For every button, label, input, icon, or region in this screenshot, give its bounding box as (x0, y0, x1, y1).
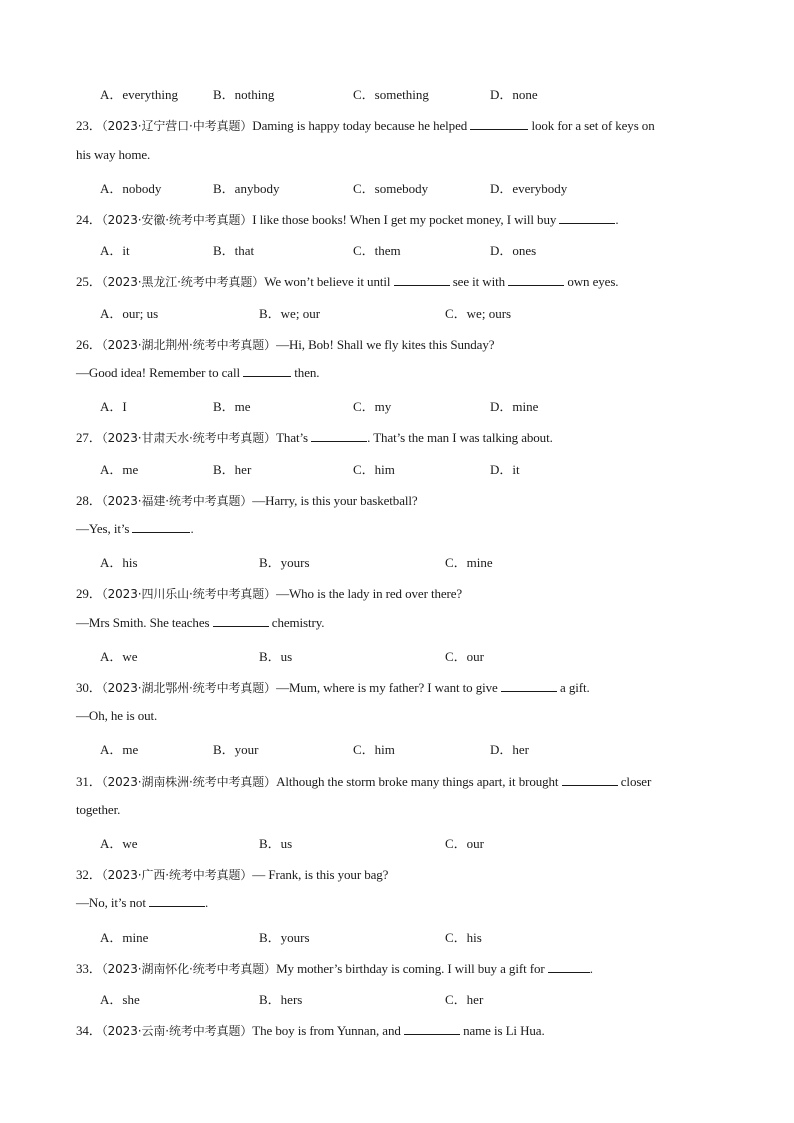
q24-text2: . (615, 212, 619, 227)
q27-stem (76, 427, 553, 446)
q27-option-b[interactable]: B．her (213, 462, 252, 477)
q29-option-c[interactable]: C．our (445, 649, 485, 664)
q22-option-b[interactable]: B．nothing (213, 87, 275, 102)
q29-number: 29． (76, 586, 102, 601)
q28-option-b[interactable]: B．yours (259, 555, 310, 570)
q34-text1: The boy is from Yunnan, and (252, 1023, 401, 1038)
q30-option-d[interactable]: D．her (490, 742, 529, 757)
q30-stem (76, 677, 590, 696)
q31-text2: closer (620, 774, 652, 789)
q26-text1: —Hi, Bob! Shall we fly kites this Sunday? (276, 337, 495, 352)
q34-stem (76, 1020, 545, 1039)
q27-number: 27． (76, 430, 102, 445)
q33-source: （2023·湖南怀化·统考中考真题） (101, 962, 277, 976)
q30-option-a[interactable]: A．me (100, 742, 139, 757)
q32-blank[interactable] (149, 895, 205, 907)
q26-stem (76, 334, 494, 353)
q25-option-b[interactable]: B．we; our (259, 306, 321, 321)
q34-source: （2023·云南·统考中考真题） (101, 1024, 253, 1038)
q30-source: （2023·湖北鄂州·统考中考真题） (101, 681, 277, 695)
q27-option-c[interactable]: C．him (353, 462, 395, 477)
q33-number: 33． (76, 961, 102, 976)
q25-option-a[interactable]: A．our; us (100, 306, 159, 321)
q30-number: 30． (76, 680, 102, 695)
q27-source: （2023·甘肃天水·统考中考真题） (101, 431, 277, 445)
q32-text2: —No, it’s not (76, 895, 146, 910)
q27-text1: That’s (276, 430, 308, 445)
q28-text1: —Harry, is this your basketball? (252, 493, 418, 508)
q30-stem-cont: —Oh, he is out. (76, 708, 158, 723)
q29-option-b[interactable]: B．us (259, 649, 293, 664)
q26-option-c[interactable]: C．my (353, 399, 392, 414)
q24-option-b[interactable]: B．that (213, 243, 255, 258)
q23-option-b[interactable]: B．anybody (213, 181, 280, 196)
q24-text1: I like those books! When I get my pocket money, I will buy (252, 212, 557, 227)
q26-option-a[interactable]: A．I (100, 399, 127, 414)
q22-option-c[interactable]: C．something (353, 87, 429, 102)
q30-option-b[interactable]: B．your (213, 742, 259, 757)
q23-number: 23． (76, 118, 102, 133)
q29-source: （2023·四川乐山·统考中考真题） (101, 587, 277, 601)
q26-text3: then. (294, 365, 320, 380)
q31-text1: Although the storm broke many things apart, it brought (276, 774, 559, 789)
q22-option-d[interactable]: D．none (490, 87, 538, 102)
q32-option-b[interactable]: B．yours (259, 930, 310, 945)
q26-option-d[interactable]: D．mine (490, 399, 539, 414)
q29-text3: chemistry. (271, 615, 325, 630)
q23-stem (76, 115, 655, 134)
q33-option-b[interactable]: B．hers (259, 992, 303, 1007)
q32-text3: . (205, 895, 209, 910)
q24-blank[interactable] (559, 212, 615, 224)
q32-source: （2023·广西·统考中考真题） (101, 868, 253, 882)
q24-stem (76, 209, 619, 228)
q30-blank[interactable] (501, 680, 557, 692)
q27-option-d[interactable]: D．it (490, 462, 520, 477)
q32-stem-cont (76, 895, 208, 911)
q28-number: 28． (76, 493, 102, 508)
q24-option-d[interactable]: D．ones (490, 243, 537, 258)
q28-stem (76, 490, 418, 509)
q25-blank-1[interactable] (394, 274, 450, 286)
q33-option-c[interactable]: C．her (445, 992, 484, 1007)
q23-text1: Daming is happy today because he helped (252, 118, 468, 133)
q24-number: 24． (76, 212, 102, 227)
q29-stem-cont (76, 615, 324, 631)
q24-option-a[interactable]: A．it (100, 243, 130, 258)
q32-option-a[interactable]: A．mine (100, 930, 149, 945)
q28-source: （2023·福建·统考中考真题） (101, 494, 253, 508)
q25-text3: own eyes. (567, 274, 619, 289)
q31-blank[interactable] (562, 774, 618, 786)
q33-option-a[interactable]: A．she (100, 992, 140, 1007)
q26-option-b[interactable]: B．me (213, 399, 251, 414)
q24-option-c[interactable]: C．them (353, 243, 401, 258)
q30-option-c[interactable]: C．him (353, 742, 395, 757)
q29-blank[interactable] (213, 615, 269, 627)
q23-text2: look for a set of keys on (531, 118, 655, 133)
q22-option-a[interactable]: A．everything (100, 87, 178, 102)
q23-stem-cont: his way home. (76, 147, 151, 162)
q23-option-d[interactable]: D．everybody (490, 181, 568, 196)
q27-option-a[interactable]: A．me (100, 462, 139, 477)
q30-text1: —Mum, where is my father? I want to give (276, 680, 498, 695)
q25-number: 25． (76, 274, 102, 289)
q26-number: 26． (76, 337, 102, 352)
q28-blank[interactable] (132, 521, 190, 533)
q32-number: 32． (76, 867, 102, 882)
q26-text2: —Good idea! Remember to call (76, 365, 240, 380)
q31-option-b[interactable]: B．us (259, 836, 293, 851)
q34-number: 34． (76, 1023, 102, 1038)
q27-blank[interactable] (311, 430, 367, 442)
q31-stem (76, 771, 651, 790)
q33-text2: . (589, 961, 593, 976)
q28-text3: . (190, 521, 194, 536)
q25-text2: see it with (452, 274, 506, 289)
q30-text2: a gift. (560, 680, 590, 695)
q27-text2: . That’s the man I was talking about. (367, 430, 553, 445)
q34-blank[interactable] (404, 1023, 460, 1035)
q29-text1: —Who is the lady in red over there? (276, 586, 463, 601)
q25-blank-2[interactable] (508, 274, 564, 286)
q29-option-a[interactable]: A．we (100, 649, 138, 664)
q33-text1: My mother’s birthday is coming. I will buy a gift for (276, 961, 545, 976)
q31-option-c[interactable]: C．our (445, 836, 485, 851)
q23-blank[interactable] (470, 118, 528, 130)
q25-stem (76, 271, 618, 290)
q32-stem (76, 864, 388, 883)
q31-number: 31． (76, 774, 102, 789)
q25-text1: We won’t believe it until (264, 274, 391, 289)
q28-text2: —Yes, it’s (76, 521, 130, 536)
q23-option-c[interactable]: C．somebody (353, 181, 429, 196)
q32-option-c[interactable]: C．his (445, 930, 482, 945)
q28-option-c[interactable]: C．mine (445, 555, 493, 570)
q31-stem-cont: together. (76, 802, 121, 817)
q23-source: （2023·辽宁营口·中考真题） (101, 119, 253, 133)
q34-text2: name is Li Hua. (463, 1023, 545, 1038)
q31-option-a[interactable]: A．we (100, 836, 138, 851)
q25-source: （2023·黑龙江·统考中考真题） (101, 275, 265, 289)
q28-stem-cont (76, 521, 194, 537)
q26-source: （2023·湖北荆州·统考中考真题） (101, 338, 277, 352)
q32-text1: — Frank, is this your bag? (252, 867, 389, 882)
q24-source: （2023·安徽·统考中考真题） (101, 213, 253, 227)
q33-stem (76, 958, 593, 977)
q31-source: （2023·湖南株洲·统考中考真题） (101, 775, 277, 789)
q26-stem-cont (76, 365, 319, 381)
q23-option-a[interactable]: A．nobody (100, 181, 162, 196)
q29-stem (76, 583, 462, 602)
q26-blank[interactable] (243, 365, 291, 377)
q33-blank[interactable] (548, 961, 590, 973)
q29-text2: —Mrs Smith. She teaches (76, 615, 210, 630)
q25-option-c[interactable]: C．we; ours (445, 306, 512, 321)
q28-option-a[interactable]: A．his (100, 555, 138, 570)
